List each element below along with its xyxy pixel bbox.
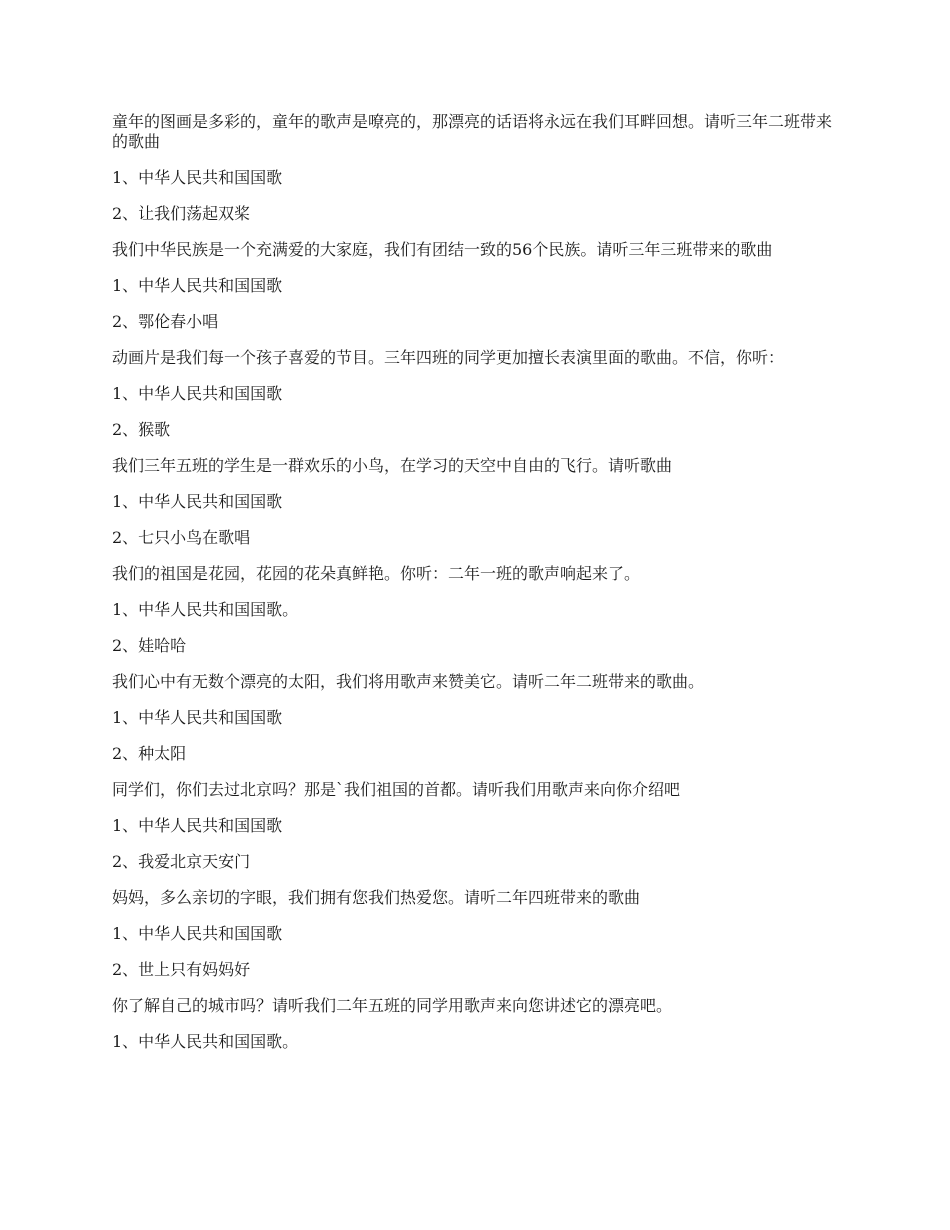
intro-paragraph: 动画片是我们每一个孩子喜爱的节目。三年四班的同学更加擅长表演里面的歌曲。不信，你听：: [112, 348, 785, 367]
intro-paragraph: 你了解自己的城市吗？请听我们二年五班的同学用歌声来向您讲述它的漂亮吧。: [112, 996, 673, 1015]
song-item: 2、种太阳: [112, 744, 187, 763]
song-item: 2、娃哈哈: [112, 636, 187, 655]
intro-paragraph: 妈妈，多么亲切的字眼，我们拥有您我们热爱您。请听二年四班带来的歌曲: [112, 888, 641, 907]
intro-paragraph: 同学们，你们去过北京吗？那是`我们祖国的首都。请听我们用歌声来向你介绍吧: [112, 780, 681, 799]
song-item: 1、中华人民共和国国歌: [112, 816, 283, 835]
document-body: [112, 112, 832, 1068]
song-item: 1、中华人民共和国国歌。: [112, 1032, 299, 1051]
intro-paragraph: 童年的图画是多彩的，童年的歌声是嘹亮的，那漂亮的话语将永远在我们耳畔回想。请听三年二班带来的歌曲: [112, 112, 833, 151]
song-item: 1、中华人民共和国国歌: [112, 492, 283, 511]
song-item: 2、猴歌: [112, 420, 171, 439]
intro-paragraph: 我们中华民族是一个充满爱的大家庭，我们有团结一致的56个民族。请听三年三班带来的歌曲: [112, 240, 773, 259]
song-item: 1、中华人民共和国国歌: [112, 924, 283, 943]
song-item: 1、中华人民共和国国歌: [112, 276, 283, 295]
song-item: 2、鄂伦春小唱: [112, 312, 219, 331]
song-item: 1、中华人民共和国国歌: [112, 168, 283, 187]
song-item: 2、我爱北京天安门: [112, 852, 251, 871]
song-item: 1、中华人民共和国国歌: [112, 384, 283, 403]
song-item: 1、中华人民共和国国歌: [112, 708, 283, 727]
intro-paragraph: 我们心中有无数个漂亮的太阳，我们将用歌声来赞美它。请听二年二班带来的歌曲。: [112, 672, 705, 691]
song-item: 2、世上只有妈妈好: [112, 960, 251, 979]
song-item: 1、中华人民共和国国歌。: [112, 600, 299, 619]
song-item: 2、让我们荡起双桨: [112, 204, 251, 223]
intro-paragraph: 我们三年五班的学生是一群欢乐的小鸟，在学习的天空中自由的飞行。请听歌曲: [112, 456, 673, 475]
song-item: 2、七只小鸟在歌唱: [112, 528, 251, 547]
intro-paragraph: 我们的祖国是花园，花园的花朵真鲜艳。你听：二年一班的歌声响起来了。: [112, 564, 641, 583]
